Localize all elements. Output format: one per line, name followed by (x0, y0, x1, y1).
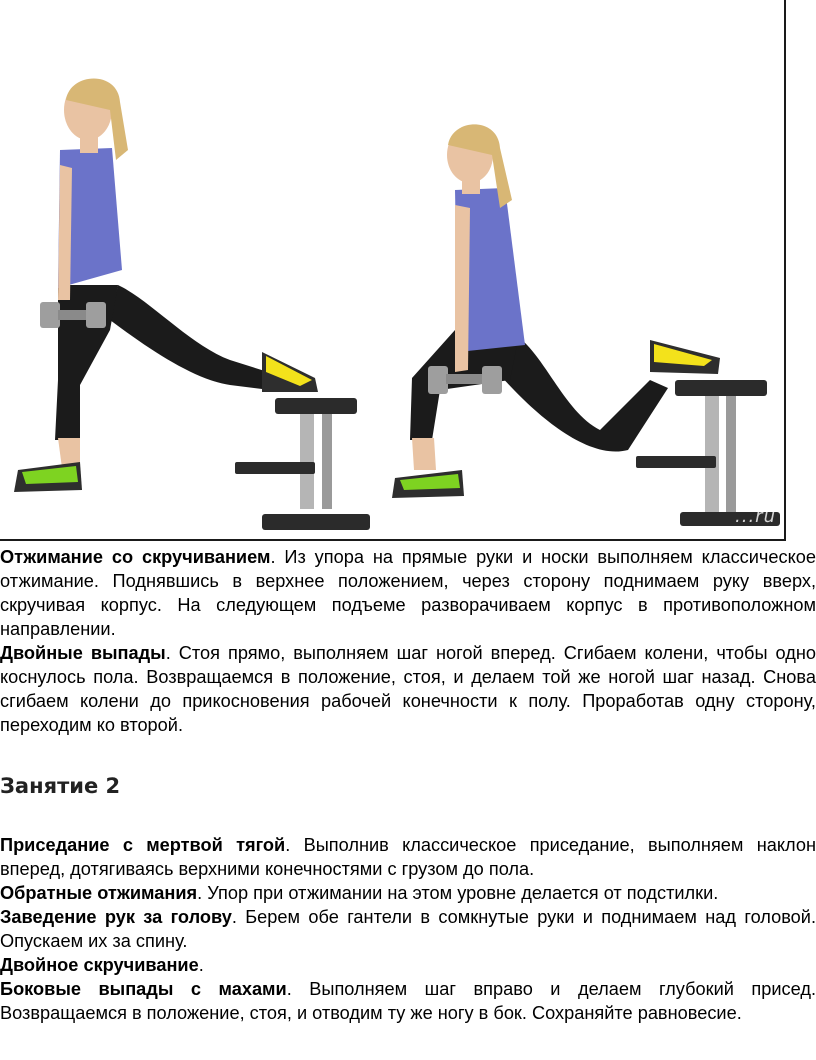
exercise-description: . Выполняем шаг вправо и делаем глубокий присед. Возвращаемся в положение, стоя, и отводим ту же ногу в бок. Сохраняйте равновесие. (0, 979, 816, 1023)
exercise-description: . (198, 955, 204, 975)
exercise-title: Боковые выпады с махами (0, 979, 287, 999)
spacer (0, 799, 816, 833)
article-text (0, 545, 816, 1025)
exercise-description: . Из упора на прямые руки и носки выполняем классическое отжимание. Поднявшись в верхнее положением, через сторону поднимаем руку вверх, скручивая корпус. На следующем подъеме разворачиваем корпус в противоположном направлении. (0, 547, 816, 639)
exercise-title: Двойное скручивание (0, 955, 199, 975)
woman-figure-right (392, 124, 780, 526)
lunge-photo (0, 0, 786, 541)
exercise-title: Двойные выпады (0, 643, 166, 663)
exercise-paragraph (0, 953, 816, 977)
exercise-description: . Упор при отжимании на этом уровне делается от подстилки. (197, 883, 719, 903)
exercise-description: . Берем обе гантели в сомкнутые руки и поднимаем над головой. Опускаем их за спину. (0, 907, 816, 951)
exercise-paragraph (0, 833, 816, 881)
exercise-description: . Выполнив классическое приседание, выполняем наклон вперед, дотягиваясь верхними конечностями с грузом до пола. (0, 835, 816, 879)
woman-figure-left (14, 79, 370, 531)
exercise-title: Отжимание со скручиванием (0, 547, 271, 567)
exercise-paragraph (0, 905, 816, 953)
exercise-title: Приседание с мертвой тягой (0, 835, 286, 855)
exercise-paragraph (0, 881, 816, 905)
bench-left (235, 398, 370, 530)
exercise-paragraph (0, 545, 816, 641)
exercise-paragraph (0, 641, 816, 737)
exercise-description: . Стоя прямо, выполняем шаг ногой вперед. Сгибаем колени, чтобы одно коснулось пола. Возвращаемся в положение, стоя, и делаем той же ногой шаг назад. Снова сгибаем колени до прикосновения рабочей конечности к полу. Проработав одну сторону, переходим ко второй. (0, 643, 816, 735)
exercise-title: Обратные отжимания (0, 883, 198, 903)
exercise-paragraph (0, 977, 816, 1025)
exercise-illustration (0, 0, 786, 541)
section-heading: Занятие 2 (0, 774, 121, 798)
spacer (0, 737, 816, 773)
exercise-title: Заведение рук за голову (0, 907, 232, 927)
watermark: ...ru (735, 506, 776, 527)
